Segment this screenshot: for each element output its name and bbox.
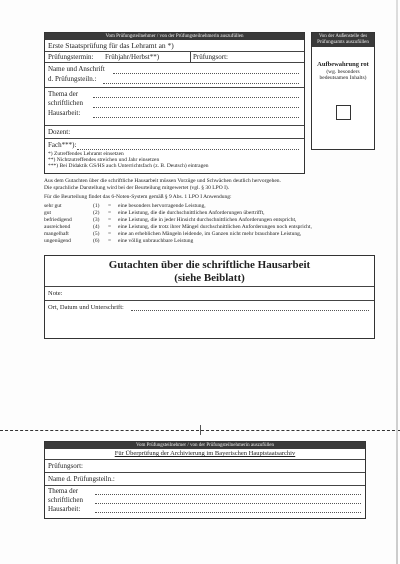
bottom-title: Für Überprüfung der Archivierung im Bayerischen Hauptstaatsarchiv: [114, 450, 296, 457]
top-header-bar: Vom Prüfungsteilnehmer / von der Prüfungsteilnehmerin auszufüllen: [45, 33, 304, 40]
grade-word: befriedigend: [44, 217, 72, 223]
note-label: Note:: [48, 290, 63, 297]
grade-number: (2): [93, 210, 100, 216]
top-form: [44, 32, 305, 174]
thema-field-3[interactable]: [93, 117, 299, 118]
bottom-thema-label-3: Hausarbeit:: [48, 505, 81, 513]
pruefungstermin-value[interactable]: Frühjahr/Herbst**): [105, 53, 160, 61]
grade-number: (3): [93, 217, 100, 223]
bottom-thema-label-2: schriftlichen: [48, 496, 83, 504]
grade-word: sehr gut: [44, 203, 62, 209]
bottom-thema-field-2[interactable]: [95, 503, 361, 504]
side-box: [311, 32, 375, 150]
grade-number: (4): [93, 224, 100, 230]
grade-number: (1): [93, 203, 100, 209]
name-label-2: d. Prüfungsteiln.:: [48, 75, 97, 83]
grade-description: eine völlig unbrauchbare Leistung: [118, 238, 194, 244]
grade-equals: =: [108, 224, 112, 230]
name-label-1: Name und Anschrift: [48, 65, 105, 73]
signature-field[interactable]: [131, 310, 369, 311]
grade-number: (6): [93, 238, 100, 244]
grade-word: ungenügend: [44, 238, 71, 244]
fach-field[interactable]: [77, 149, 299, 150]
footnote-3: ***) Bei Didaktik GS/HS auch Unterrichtsfach (z. B. Deutsch) eintragen: [48, 163, 209, 169]
footnote-1: *) Zutreffendes Lehramt einsetzen: [48, 151, 124, 157]
bottom-thema-field-3[interactable]: [95, 512, 361, 513]
fold-mark: [200, 425, 201, 435]
grade-number: (5): [93, 231, 100, 237]
dozent-label: Dozent:: [48, 128, 71, 136]
gutachten-box: [44, 255, 375, 339]
side-header-bar: Von der Außenstelle des Prüfungsamts auszufüllen: [312, 33, 374, 47]
thema-label-2: schriftlichen: [48, 99, 83, 107]
para-2: Für die Beurteilung findet das 6-Noten-System gemäß § 9 Abs. 1 LPO I Anwendung:: [44, 194, 232, 200]
fach-label: Fach***):: [48, 141, 77, 149]
footnote-2: **) Nichtzutreffendes streichen und Jahr einsetzen: [48, 157, 160, 163]
grade-description: eine an erheblichen Mängeln leidende, im Ganzen nicht mehr brauchbare Leistung,: [118, 231, 302, 237]
address-field[interactable]: [103, 83, 299, 84]
grade-description: eine Leistung, die trotz ihrer Mängel durchschnittlichen Anforderungen noch entspricht,: [118, 224, 312, 230]
para-1b: Die sprachliche Darstellung wird bei der Beurteilung mitgewertet (vgl. § 30 LPO I).: [44, 185, 230, 191]
thema-field-2[interactable]: [93, 107, 299, 108]
gutachten-title-1: Gutachten über die schriftliche Hausarbeit: [108, 259, 311, 271]
aufbewahrung-checkbox[interactable]: [336, 105, 351, 120]
name-field[interactable]: [113, 73, 299, 74]
thema-label-1: Thema der: [48, 90, 79, 98]
bottom-header-bar: Vom Prüfungsteilnehmer / von der Prüfungsteilnehmerin auszufüllen: [45, 442, 365, 449]
grade-word: ausreichend: [44, 224, 71, 230]
bottom-pruefungsort-label: Prüfungsort:: [48, 462, 83, 470]
top-title: Erste Staatsprüfung für das Lehramt an *): [48, 41, 174, 50]
grade-description: eine Leistung, die in jeder Hinsicht durchschnittlichen Anforderungen entspricht,: [118, 217, 297, 223]
grade-equals: =: [108, 217, 112, 223]
grade-description: eine besonders hervorragende Leistung,: [118, 203, 206, 209]
ort-datum-label: Ort, Datum und Unterschrift:: [48, 304, 124, 311]
gutachten-title-2: (siehe Beiblatt): [174, 272, 245, 284]
side-title: Aufbewahrung rot: [317, 61, 369, 68]
grade-equals: =: [108, 238, 112, 244]
scan-edge: [396, 0, 398, 564]
side-subtitle: (wg. besonders bedeutsamen Inhalts): [319, 69, 367, 81]
grade-equals: =: [108, 203, 112, 209]
grade-description: eine Leistung, die die durchschnittlichen Anforderungen übertrifft,: [118, 210, 265, 216]
bottom-form: [44, 441, 366, 519]
pruefungstermin-label: Prüfungstermin:: [48, 53, 94, 61]
thema-field-1[interactable]: [93, 97, 299, 98]
bottom-name-label: Name d. Prüfungsteiln.:: [48, 475, 115, 483]
bottom-thema-field-1[interactable]: [95, 494, 361, 495]
grade-equals: =: [108, 231, 112, 237]
grade-word: gut: [44, 210, 52, 216]
bottom-thema-label-1: Thema der: [48, 487, 79, 495]
pruefungsort-label: Prüfungsort:: [193, 53, 228, 61]
grade-word: mangelhaft: [44, 231, 69, 237]
thema-label-3: Hausarbeit:: [48, 109, 81, 117]
grade-equals: =: [108, 210, 112, 216]
para-1a: Aus dem Gutachten über die schriftliche Hausarbeit müssen Vorzüge und Schwächen deutlich hervorgehen.: [44, 178, 281, 184]
